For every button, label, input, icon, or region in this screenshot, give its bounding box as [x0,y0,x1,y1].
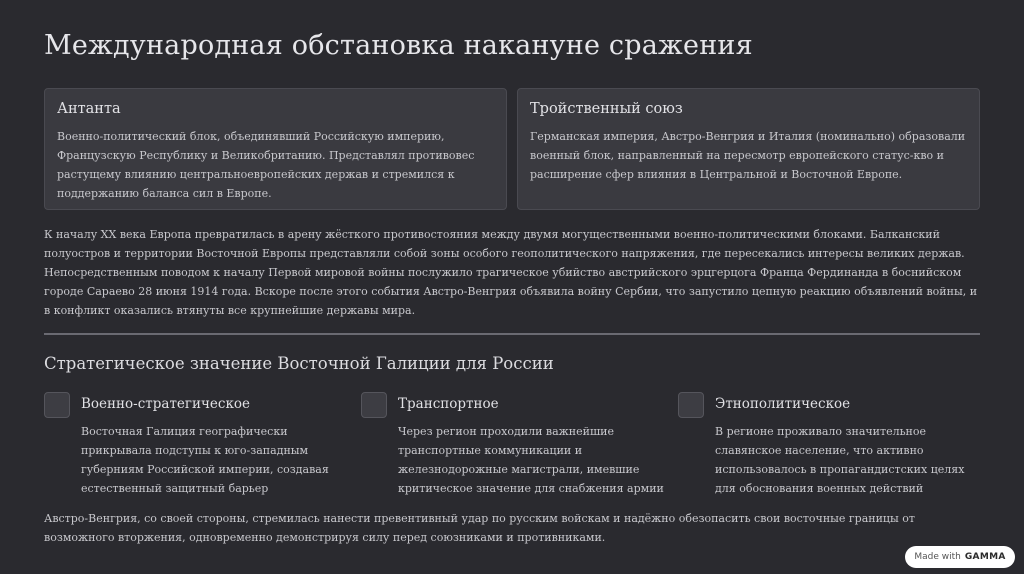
feature-body: В регионе проживало значительное славянское население, что активно использовалось в пропагандистских целях для обоснования военных действий [715,425,965,495]
made-with-gamma-badge[interactable] [905,546,1015,568]
feature-icon-box [44,392,70,418]
feature-icon-box [678,392,704,418]
feature-title: Транспортное [398,396,499,412]
feature-icon-box [361,392,387,418]
outro-paragraph: Австро-Венгрия, со своей стороны, стремилась нанести превентивный удар по русским войскам и надёжно обезопасить свои восточные границы от возможного вторжения, одновременно демонстрируя силу перед союзниками и противниками. [44,512,915,544]
feature-title: Этнополитическое [715,396,851,412]
section-title: Стратегическое значение Восточной Галиции для России [44,354,554,373]
feature-body: Восточная Галиция географически прикрывала подступы к юго-западным губерниям Российской империи, создавая естественный защитный барьер [81,425,329,495]
card-triple-alliance [517,88,980,210]
card-entente [44,88,507,210]
badge-brand: GAMMA [964,552,1006,562]
feature-title: Военно-стратегическое [81,396,251,412]
badge-prefix: Made with [914,552,961,562]
slide-title: Международная обстановка накануне сражения [44,30,753,61]
card-body: Германская империя, Австро-Венгрия и Италия (номинально) образовали военный блок, направленный на пересмотр европейского статус-кво и расширение сфер влияния в Центральной и Восточной Европе. [530,130,966,181]
intro-paragraph: К началу XX века Европа превратилась в арену жёсткого противостояния между двумя могущественными военно-политическими блоками. Балканский полуостров и территории Восточной Европы представляли собой зоны особого геополитического напряжения, где пересекались интересы великих держав. Непосредственным поводом к началу Первой мировой войны послужило трагическое убийство австрийского эрцгерцога Франца Фердинанда в боснийском городе Сараево 28 июня 1914 года. Вскоре после этого события Австро-Венгрия объявила войну Сербии, что запустило цепную реакцию объявлений войны, и в конфликт оказались втянуты все крупнейшие державы мира. [44,228,978,317]
feature-body: Через регион проходили важнейшие транспортные коммуникации и железнодорожные магистрали, имевшие критическое значение для снабжения армии [398,425,664,495]
card-title: Тройственный союз [530,101,683,117]
card-title: Антанта [57,101,121,117]
card-body: Военно-политический блок, объединявший Российскую империю, Французскую Республику и Великобританию. Представлял противовес растущему влиянию центральноевропейских держав и стремился к поддержанию баланса сил в Европе. [57,130,475,200]
section-divider [44,333,980,335]
